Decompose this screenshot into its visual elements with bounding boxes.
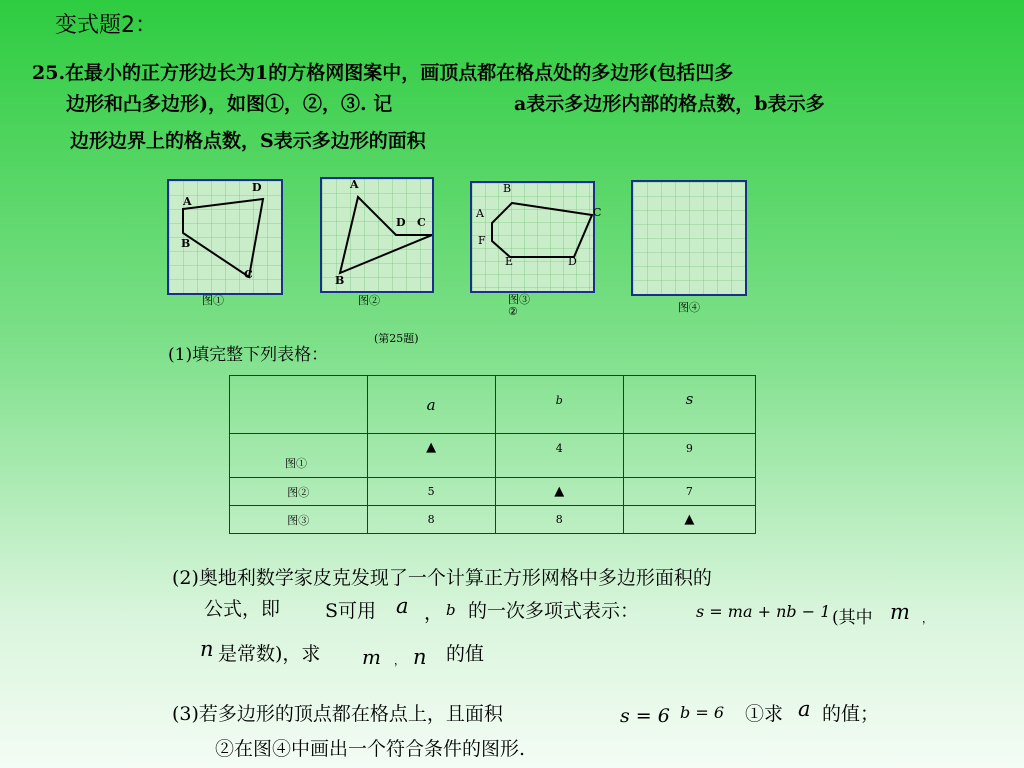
part-2-line-3b: 的值 [446, 643, 485, 665]
figure-4-grid [631, 180, 747, 296]
part-2-sep-2: ， [394, 654, 405, 667]
fig3-point-d: D [568, 255, 577, 268]
figure-4-svg [633, 182, 745, 294]
pick-formula: s = ma + nb − 1 [696, 602, 831, 621]
part-2-var-b: b [446, 601, 456, 619]
figure-caption: (第25题) [374, 332, 419, 345]
part-2-line-3a: 是常数)，求 [218, 643, 321, 665]
part-3-line-1a: (3)若多边形的顶点都在格点上，且面积 [172, 703, 503, 725]
fig2-point-a: A [350, 178, 359, 191]
part-2-var-a: a [396, 594, 409, 618]
fig3-point-b: B [503, 182, 512, 195]
fig3-point-e: E [505, 255, 514, 268]
part-2-line-1: (2)奥地利数学家皮克发现了一个计算正方形网格中多边形面积的 [172, 567, 712, 589]
problem-line-1: 25.在最小的正方形边长为1的方格网图案中，画顶点都在格点处的多边形(包括凹多 [32, 62, 734, 84]
table-row [230, 434, 756, 478]
fig2-point-c: C [417, 216, 426, 229]
table-row [230, 478, 756, 506]
part-2-var-n: n [200, 637, 214, 661]
table-cell: ▲ [623, 506, 755, 534]
fig2-point-d: D [396, 216, 406, 229]
part-2-sep: ， [922, 612, 933, 625]
table-cell: 图① [230, 434, 368, 478]
figure-3-grid [470, 181, 595, 293]
problem-line-2b: a表示多边形内部的格点数，b表示多 [514, 93, 825, 115]
fig3-point-f: F [478, 234, 486, 247]
figure-1-label: 图① [202, 294, 224, 307]
part-2-line-2b: S可用 [325, 600, 377, 622]
table-cell: ▲ [367, 434, 495, 478]
table-cell: 5 [367, 478, 495, 506]
part-2-line-2a: 公式，即 [204, 598, 281, 620]
part-2-var-m-2: m [362, 645, 381, 669]
fig1-point-c: C [244, 268, 253, 281]
part-2-line-2d: (其中 [832, 608, 873, 628]
figure-2-label: 图② [358, 294, 380, 307]
part-3-line-1b: ①求 [745, 703, 784, 725]
fig1-point-b: B [181, 237, 191, 250]
part-3-s-eq: s = 6 [620, 705, 670, 727]
figure-3-label: 图③ [508, 293, 530, 306]
table-cell: 7 [623, 478, 755, 506]
part-2-comma: ， [424, 602, 444, 624]
figure-3-svg [472, 183, 593, 291]
fig3-point-c: C [593, 206, 602, 219]
fig3-point-a: A [476, 207, 484, 220]
problem-line-3: 边形边界上的格点数，S表示多边形的面积 [70, 130, 426, 152]
part-2-var-m: m [890, 600, 910, 624]
part-3-var-a: a [798, 697, 811, 721]
part-1-text: (1)填完整下列表格： [168, 345, 329, 365]
table-cell: 4 [495, 434, 623, 478]
problem-line-2a: 边形和凸多边形)，如图①，②，③. 记 [66, 93, 393, 115]
table-header-cell [230, 376, 368, 434]
table-header-cell: s [623, 376, 755, 434]
fig1-point-a: A [183, 195, 192, 208]
table-cell: 图② [230, 478, 368, 506]
table-cell: 8 [367, 506, 495, 534]
part-2-var-n-2: n [413, 645, 427, 669]
table-cell: 图③ [230, 506, 368, 534]
table-cell: 9 [623, 434, 755, 478]
fig2-point-b: B [335, 274, 345, 287]
fig1-point-d: D [252, 181, 262, 194]
table-row [230, 506, 756, 534]
table-header-cell: b [495, 376, 623, 434]
part-3-line-2: ②在图④中画出一个符合条件的图形. [215, 738, 526, 760]
table-cell: 8 [495, 506, 623, 534]
slide-title: 变式题2： [55, 13, 157, 38]
part-2-line-2c: 的一次多项式表示： [468, 600, 640, 622]
part-3-b-eq: b = 6 [680, 703, 724, 722]
part-3-line-1c: 的值； [822, 703, 880, 725]
figure-4-label: 图④ [678, 301, 700, 314]
table-header-row [230, 376, 756, 434]
answer-table [229, 375, 756, 534]
figure-3-label-2: ② [508, 305, 518, 318]
table-cell: ▲ [495, 478, 623, 506]
table-header-cell: a [367, 376, 495, 434]
